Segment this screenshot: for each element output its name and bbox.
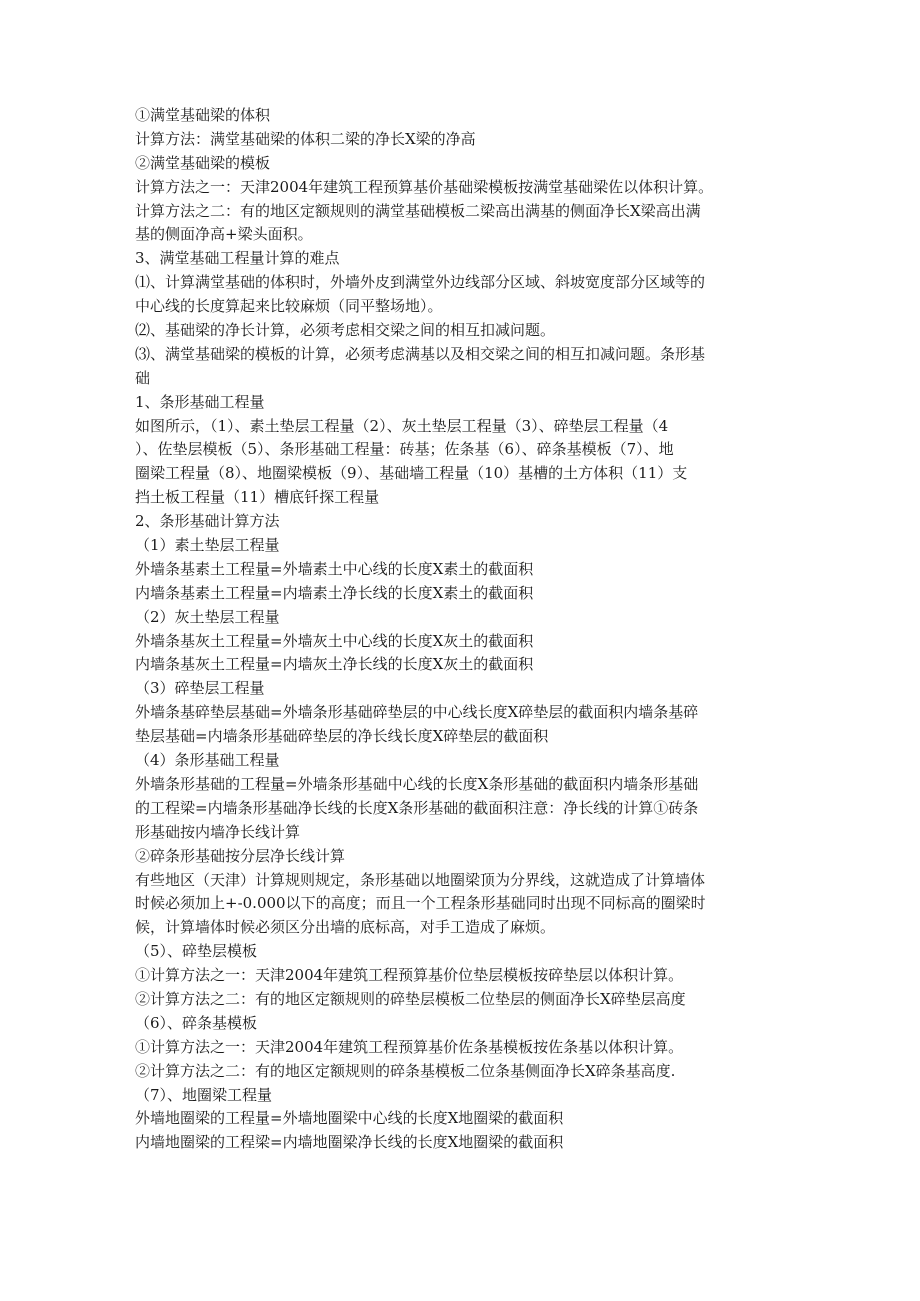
text-line: ②碎条形基础按分层净长线计算 [135, 846, 346, 865]
text-line: ⑵、基础梁的净长计算，必须考虑相交梁之间的相互扣减问题。 [135, 321, 556, 340]
subsection-heading: （1）素土垫层工程量 [135, 536, 280, 555]
text-line: 的工程梁=内墙条形基础净长线的长度X条形基础的截面积注意：净长线的计算①砖条 [135, 798, 699, 817]
subsection-heading: （4）条形基础工程量 [135, 751, 280, 770]
text-line: 垫层基础=内墙条形基础碎垫层的净长线长度X碎垫层的截面积 [135, 727, 549, 746]
text-line: ⑴、计算满堂基础的体积时，外墙外皮到满堂外边线部分区域、斜坡宽度部分区域等的 [135, 273, 706, 292]
text-line: ）、佐垫层模板（5）、条形基础工程量：砖基；佐条基（6）、碎条基模板（7）、地 [135, 440, 674, 459]
text-line: 计算方法之二：有的地区定额规则的满堂基础模板二梁高出满基的侧面净长X梁高出满 [135, 201, 701, 220]
text-line: ⑶、满堂基础梁的模板的计算，必须考虑满基以及相交梁之间的相互扣减问题。条形基 [135, 344, 706, 363]
text-line: ①满堂基础梁的体积 [135, 106, 271, 124]
document-page [135, 104, 815, 1155]
text-line: ①计算方法之一：天津2004年建筑工程预算基价位垫层模板按碎垫层以体积计算。 [135, 966, 684, 985]
text-line: 计算方法：满堂基础梁的体积二梁的净长X梁的净高 [135, 129, 476, 148]
text-line: 基的侧面净高+梁头面积。 [135, 225, 313, 244]
text-line: ②计算方法之二：有的地区定额规则的碎垫层模板二位垫层的侧面净长X碎垫层高度 [135, 989, 686, 1008]
text-line: 外墙地圈梁的工程量=外墙地圈梁中心线的长度X地圈梁的截面积 [135, 1109, 564, 1128]
text-line: 有些地区（天津）计算规则规定，条形基础以地圈梁顶为分界线，这就造成了计算墙体 [135, 870, 706, 889]
text-line: 如图所示，（1）、素土垫层工程量（2）、灰土垫层工程量（3）、碎垫层工程量（4 [135, 416, 669, 435]
section-heading: 1、条形基础工程量 [135, 392, 265, 411]
subsection-heading: （7）、地圈梁工程量 [135, 1085, 273, 1104]
text-line: 外墙条形基础的工程量=外墙条形基础中心线的长度X条形基础的截面积内墙条形基础 [135, 774, 699, 793]
section-heading: 2、条形基础计算方法 [135, 512, 280, 531]
text-line: 计算方法之一：天津2004年建筑工程预算基价基础梁模板按满堂基础梁佐以体积计算。 [135, 177, 714, 196]
text-line: 内墙条基素土工程量=内墙素土净长线的长度X素土的截面积 [135, 583, 534, 602]
text-line: 形基础按内墙净长线计算 [135, 822, 301, 841]
text-line: 内墙地圈梁的工程梁=内墙地圈梁净长线的长度X地圈梁的截面积 [135, 1133, 564, 1152]
subsection-heading: （3）碎垫层工程量 [135, 679, 265, 698]
text-line: ①计算方法之一：天津2004年建筑工程预算基价佐条基模板按佐条基以体积计算。 [135, 1037, 684, 1056]
section-heading: 3、满堂基础工程量计算的难点 [135, 249, 340, 268]
subsection-heading: （5）、碎垫层模板 [135, 942, 258, 961]
text-line: 外墙条基灰土工程量=外墙灰土中心线的长度X灰土的截面积 [135, 631, 534, 650]
text-line: 圈梁工程量（8）、地圈梁模板（9）、基础墙工程量（10）基槽的土方体积（11）支 [135, 464, 688, 483]
subsection-heading: （2）灰土垫层工程量 [135, 607, 280, 626]
text-line: 外墙条基碎垫层基础=外墙条形基础碎垫层的中心线长度X碎垫层的截面积内墙条基碎 [135, 703, 699, 722]
text-line: 候，计算墙体时候必须区分出墙的底标高，对手工造成了麻烦。 [135, 918, 556, 937]
text-line: 时候必须加上+-0.000以下的高度；而且一个工程条形基础同时出现不同标高的圈梁时 [135, 894, 706, 913]
text-line: 内墙条基灰土工程量=内墙灰土净长线的长度X灰土的截面积 [135, 655, 534, 674]
text-line: ②满堂基础梁的模板 [135, 153, 271, 172]
text-line: 外墙条基素土工程量=外墙素土中心线的长度X素土的截面积 [135, 559, 534, 578]
text-line: 础 [135, 368, 151, 387]
text-line: 中心线的长度算起来比较麻烦（同平整场地）。 [135, 297, 443, 316]
text-line: 挡土板工程量（11）槽底钎探工程量 [135, 488, 380, 507]
text-line: ②计算方法之二：有的地区定额规则的碎条基模板二位条基侧面净长X碎条基高度. [135, 1061, 676, 1080]
subsection-heading: （6）、碎条基模板 [135, 1013, 258, 1032]
